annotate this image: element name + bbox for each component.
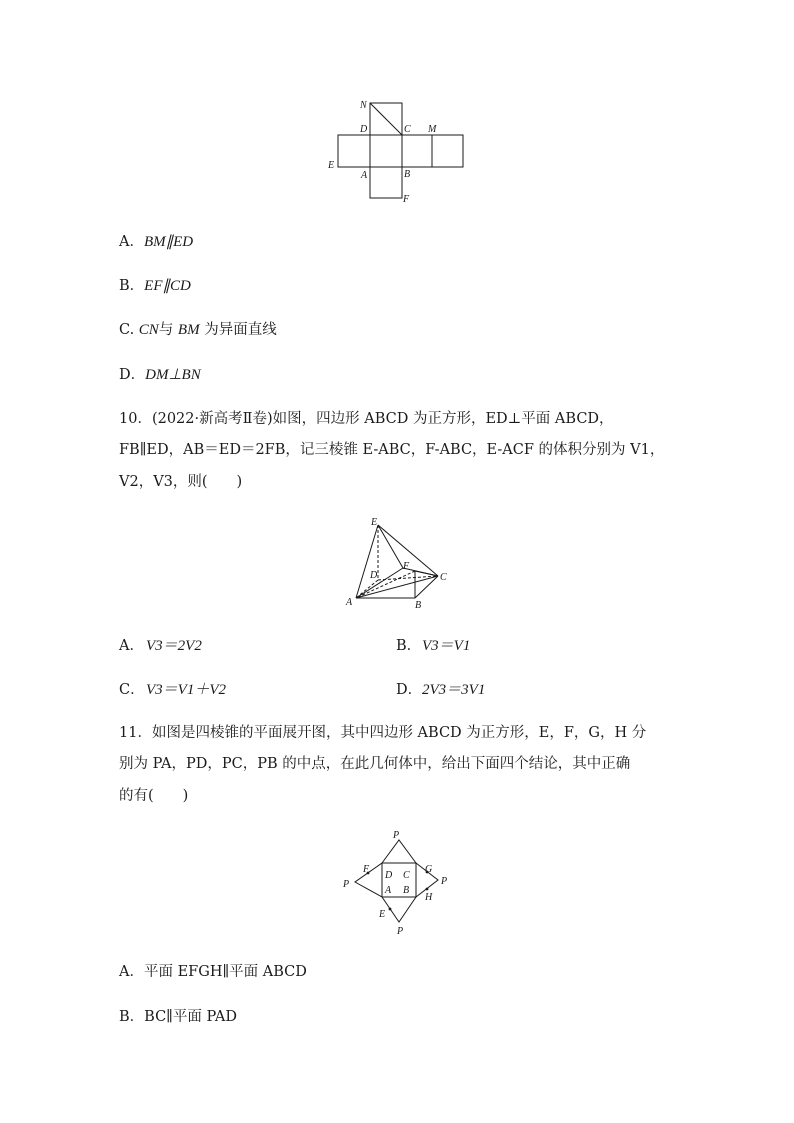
q9-option-d: D．DM⊥BN bbox=[119, 367, 201, 383]
q10-stem-line2: FB∥ED，AB＝ED＝2FB，记三棱锥 E-ABC，F-ABC，E-ACF 的体积分别为 V1， bbox=[119, 442, 665, 458]
label-F: F bbox=[403, 194, 410, 205]
label-B: B bbox=[415, 600, 422, 611]
q10-option-c: C． bbox=[119, 682, 145, 698]
q10-stem-line3: V2，V3，则( ) bbox=[119, 474, 243, 490]
label-D: D bbox=[370, 570, 378, 581]
q10-option-d-text: 2V3＝3V1 bbox=[422, 682, 486, 698]
q10-option-c-text: V3＝V1＋V2 bbox=[146, 682, 226, 698]
label-B: B bbox=[403, 885, 410, 896]
label-D: D bbox=[385, 870, 393, 881]
q11-stem-line1: 11．如图是四棱锥的平面展开图，其中四边形 ABCD 为正方形，E，F，G，H 分 bbox=[119, 725, 647, 741]
label-A: A bbox=[361, 170, 368, 181]
q10-option-a: A． bbox=[119, 638, 144, 654]
label-A: A bbox=[346, 597, 353, 608]
q9-option-b: B．EF∥CD bbox=[119, 278, 191, 294]
label-A: A bbox=[385, 885, 392, 896]
q10-option-b-text: V3＝V1 bbox=[422, 638, 471, 654]
label-N: N bbox=[360, 100, 367, 111]
label-P-bottom: P bbox=[397, 926, 404, 937]
q10-option-b: B． bbox=[396, 638, 422, 654]
q11-stem-line3: 的有( ) bbox=[119, 788, 189, 804]
label-G: G bbox=[425, 864, 433, 875]
label-C: C bbox=[403, 870, 410, 881]
q9-option-a: A．BM∥ED bbox=[119, 234, 194, 250]
q10-stem-line1: 10．(2022·新高考Ⅱ卷)如图，四边形 ABCD 为正方形，ED⊥平面 ABCD， bbox=[119, 411, 614, 427]
label-B: B bbox=[404, 169, 411, 180]
label-C: C bbox=[440, 572, 447, 583]
label-P-top: P bbox=[393, 830, 400, 841]
label-P-right: P bbox=[441, 876, 448, 887]
q9-option-c: C. CN与 BM 为异面直线 bbox=[119, 322, 277, 338]
label-E: E bbox=[328, 160, 335, 171]
label-D: D bbox=[360, 124, 368, 135]
q10-option-d: D． bbox=[396, 682, 423, 698]
label-C: C bbox=[404, 124, 411, 135]
label-E: E bbox=[379, 909, 386, 920]
label-F: F bbox=[363, 864, 370, 875]
q11-stem-line2: 别为 PA，PD，PC，PB 的中点，在此几何体中，给出下面四个结论，其中正确 bbox=[119, 756, 631, 772]
label-E: E bbox=[371, 517, 378, 528]
label-P-left: P bbox=[343, 879, 350, 890]
q10-option-a-text: V3＝2V2 bbox=[146, 638, 202, 654]
label-F: F bbox=[403, 561, 410, 572]
q11-option-a: A．平面 EFGH∥平面 ABCD bbox=[119, 964, 307, 980]
label-H: H bbox=[425, 892, 433, 903]
q11-option-b: B．BC∥平面 PAD bbox=[119, 1009, 238, 1025]
label-M: M bbox=[428, 124, 437, 135]
